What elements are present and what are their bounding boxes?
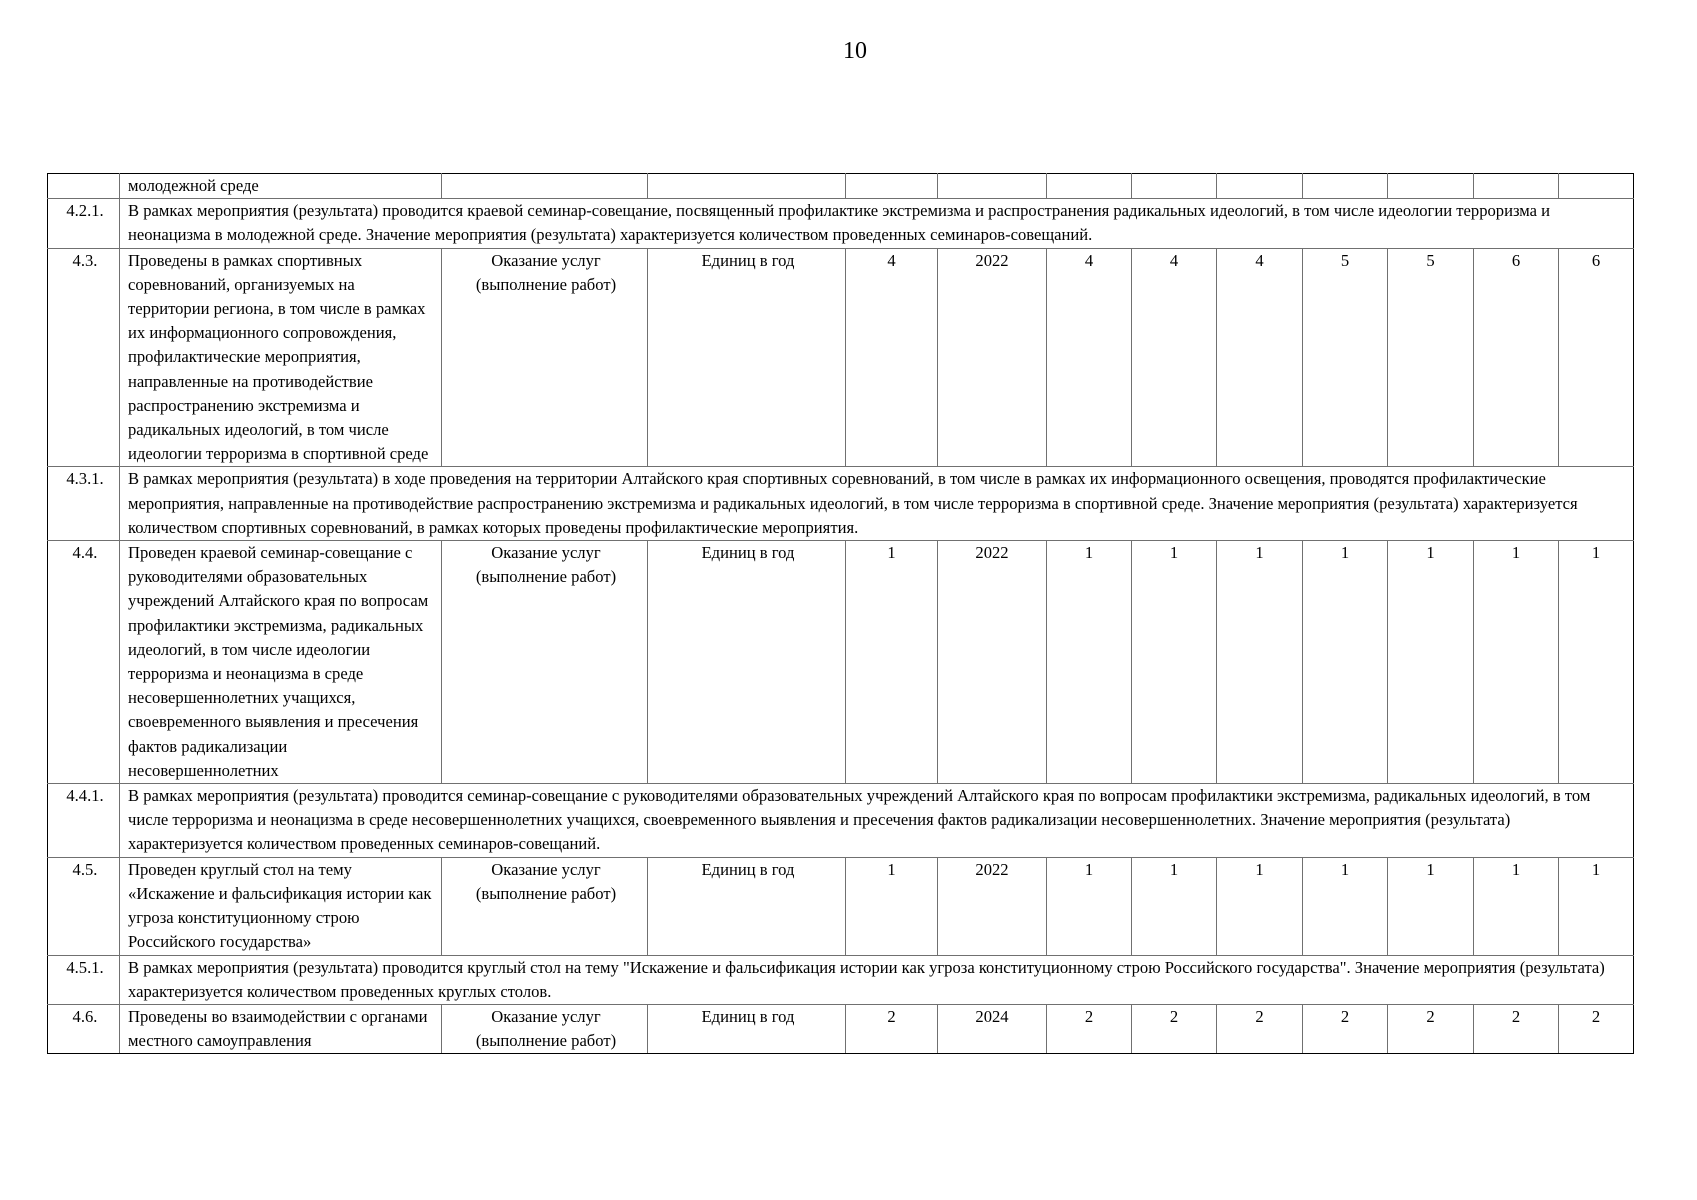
row-value: 1 bbox=[1559, 541, 1634, 784]
table-row bbox=[48, 248, 1634, 467]
results-table bbox=[47, 173, 1634, 1054]
row-value: 1 bbox=[1047, 541, 1132, 784]
row-value: 1 bbox=[1047, 857, 1132, 955]
row-value: 5 bbox=[1303, 248, 1388, 467]
row-code: 4.4.1. bbox=[48, 784, 120, 858]
row-type: Оказание услуг (выполнение работ) bbox=[442, 248, 648, 467]
row-value: 4 bbox=[1132, 248, 1217, 467]
row-value: 1 bbox=[1474, 857, 1559, 955]
row-value: 1 bbox=[1559, 857, 1634, 955]
table-row-description bbox=[48, 467, 1634, 541]
row-value: 2 bbox=[1303, 1004, 1388, 1053]
row-type: Оказание услуг (выполнение работ) bbox=[442, 541, 648, 784]
row-code bbox=[48, 174, 120, 199]
table-row bbox=[48, 541, 1634, 784]
table-row bbox=[48, 1004, 1634, 1053]
row-value: 6 bbox=[1474, 248, 1559, 467]
row-value: 2 bbox=[1474, 1004, 1559, 1053]
table-row bbox=[48, 857, 1634, 955]
row-name: Проведен круглый стол на тему «Искажение и фальсификация истории как угроза конституционному строю Российского государства» bbox=[120, 857, 442, 955]
table-row bbox=[48, 174, 1634, 199]
row-base-value bbox=[846, 174, 938, 199]
row-value bbox=[1559, 174, 1634, 199]
row-name: Проведен краевой семинар-совещание с руководителями образовательных учреждений Алтайского края по вопросам профилактики экстремизма, радикальных идеологий, в том числе идеологии терроризма и неонацизма в среде несовершеннолетних учащихся, своевременного выявления и пресечения фактов радикализации несовершеннолетних bbox=[120, 541, 442, 784]
row-value: 1 bbox=[1132, 857, 1217, 955]
table-row-description bbox=[48, 955, 1634, 1004]
row-value bbox=[1474, 174, 1559, 199]
row-value: 1 bbox=[1132, 541, 1217, 784]
table-row-description bbox=[48, 784, 1634, 858]
row-value: 4 bbox=[1047, 248, 1132, 467]
row-value: 2 bbox=[1132, 1004, 1217, 1053]
row-code: 4.5. bbox=[48, 857, 120, 955]
row-value: 6 bbox=[1559, 248, 1634, 467]
row-unit: Единиц в год bbox=[648, 1004, 846, 1053]
table-row-description bbox=[48, 199, 1634, 248]
row-value bbox=[1047, 174, 1132, 199]
row-value: 1 bbox=[1388, 541, 1474, 784]
row-type bbox=[442, 174, 648, 199]
row-name: Проведены в рамках спортивных соревнований, организуемых на территории региона, в том числе в рамках их информационного сопровождения, профилактические мероприятия, направленные на противодействие распространению экстремизма и радикальных идеологий, в том числе идеологии терроризма в спортивной среде bbox=[120, 248, 442, 467]
row-value: 1 bbox=[1217, 541, 1303, 784]
row-type: Оказание услуг (выполнение работ) bbox=[442, 857, 648, 955]
row-description: В рамках мероприятия (результата) проводится круглый стол на тему "Искажение и фальсификация истории как угроза конституционному строю Российского государства". Значение мероприятия (результата) характеризуется количеством проведенных круглых столов. bbox=[120, 955, 1634, 1004]
row-base-year: 2022 bbox=[938, 248, 1047, 467]
results-table-body bbox=[48, 174, 1634, 1054]
page-number: 10 bbox=[843, 38, 867, 64]
row-unit: Единиц в год bbox=[648, 857, 846, 955]
row-value bbox=[1303, 174, 1388, 199]
row-value: 4 bbox=[1217, 248, 1303, 467]
row-value: 1 bbox=[1303, 857, 1388, 955]
row-unit: Единиц в год bbox=[648, 541, 846, 784]
row-value: 1 bbox=[1217, 857, 1303, 955]
row-value: 1 bbox=[1388, 857, 1474, 955]
row-description: В рамках мероприятия (результата) проводится семинар-совещание с руководителями образовательных учреждений Алтайского края по вопросам профилактики экстремизма, радикальных идеологий, в том числе терроризма и неонацизма в среде несовершеннолетних учащихся, своевременного выявления и пресечения фактов радикализации несовершеннолетних. Значение мероприятия (результата) характеризуется количеством проведенных семинаров-совещаний. bbox=[120, 784, 1634, 858]
row-code: 4.6. bbox=[48, 1004, 120, 1053]
row-base-year bbox=[938, 174, 1047, 199]
row-name: молодежной среде bbox=[120, 174, 442, 199]
row-value: 5 bbox=[1388, 248, 1474, 467]
row-code: 4.3. bbox=[48, 248, 120, 467]
row-value: 2 bbox=[1217, 1004, 1303, 1053]
row-code: 4.2.1. bbox=[48, 199, 120, 248]
row-code: 4.4. bbox=[48, 541, 120, 784]
row-code: 4.3.1. bbox=[48, 467, 120, 541]
row-unit: Единиц в год bbox=[648, 248, 846, 467]
row-value: 2 bbox=[1047, 1004, 1132, 1053]
row-name: Проведены во взаимодействии с органами местного самоуправления bbox=[120, 1004, 442, 1053]
row-unit bbox=[648, 174, 846, 199]
row-base-year: 2022 bbox=[938, 857, 1047, 955]
row-base-value: 1 bbox=[846, 541, 938, 784]
row-type: Оказание услуг (выполнение работ) bbox=[442, 1004, 648, 1053]
row-value: 2 bbox=[1388, 1004, 1474, 1053]
row-base-value: 4 bbox=[846, 248, 938, 467]
row-base-year: 2024 bbox=[938, 1004, 1047, 1053]
row-value bbox=[1217, 174, 1303, 199]
row-description: В рамках мероприятия (результата) проводится краевой семинар-совещание, посвященный профилактике экстремизма и распространения радикальных идеологий, в том числе идеологии терроризма и неонацизма в молодежной среде. Значение мероприятия (результата) характеризуется количеством проведенных семинаров-совещаний. bbox=[120, 199, 1634, 248]
row-base-year: 2022 bbox=[938, 541, 1047, 784]
row-base-value: 2 bbox=[846, 1004, 938, 1053]
row-value: 1 bbox=[1303, 541, 1388, 784]
row-description: В рамках мероприятия (результата) в ходе проведения на территории Алтайского края спортивных соревнований, в том числе в рамках их информационного освещения, проводятся профилактические мероприятия, направленные на противодействие распространению экстремизма и радикальных идеологий, в том числе терроризма в спортивной среде. Значение мероприятия (результата) характеризуется количеством спортивных соревнований, в рамках которых проведены профилактические мероприятия. bbox=[120, 467, 1634, 541]
row-code: 4.5.1. bbox=[48, 955, 120, 1004]
row-base-value: 1 bbox=[846, 857, 938, 955]
row-value: 2 bbox=[1559, 1004, 1634, 1053]
row-value bbox=[1388, 174, 1474, 199]
row-value bbox=[1132, 174, 1217, 199]
row-value: 1 bbox=[1474, 541, 1559, 784]
